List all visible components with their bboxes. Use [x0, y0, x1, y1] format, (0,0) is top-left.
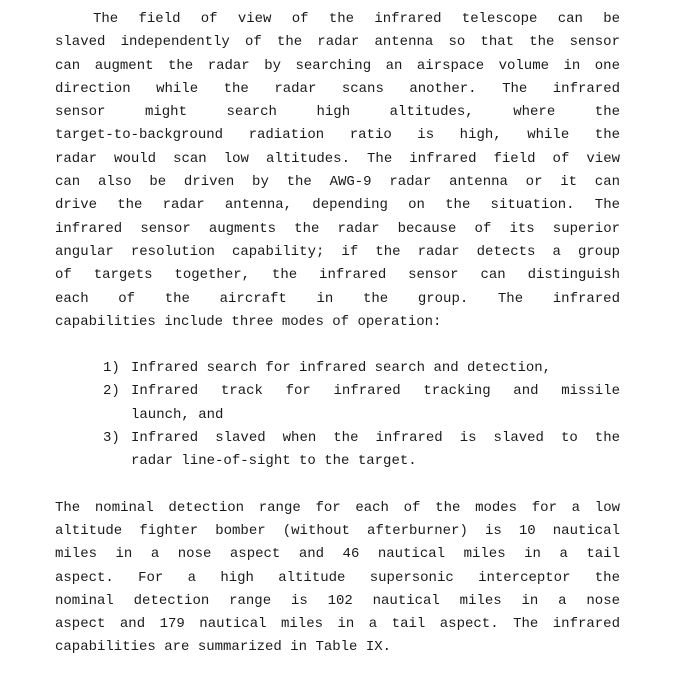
- text-line: slaved independently of the radar antenna so that the sensor: [55, 34, 620, 51]
- list-number: 3): [103, 430, 120, 447]
- text-line: launch, and: [131, 406, 224, 423]
- text-line: nominal detection range is 102 nautical miles in a nose: [55, 592, 620, 609]
- text-line: capabilities are summarized in Table IX.: [55, 639, 392, 656]
- text-line: of targets together, the infrared sensor can distinguish: [55, 267, 620, 284]
- paragraph-detection-range: [55, 497, 620, 660]
- text-line: target-to-background radiation ratio is high, while the: [55, 127, 620, 144]
- text-line: can augment the radar by searching an airspace volume in one: [55, 57, 620, 74]
- text-line: direction while the radar scans another. The infrared: [55, 80, 620, 97]
- list-number: 1): [103, 360, 120, 377]
- text-line: drive the radar antenna, depending on the situation. The: [55, 197, 620, 214]
- list-text: [131, 427, 620, 474]
- text-line: Infrared track for infrared tracking and missile: [131, 383, 620, 400]
- list-number: 2): [103, 383, 120, 400]
- list-text: [131, 380, 620, 427]
- text-line: Infrared slaved when the infrared is slaved to the: [131, 430, 620, 447]
- text-line: Infrared search for infrared search and detection,: [131, 360, 552, 377]
- text-line: infrared sensor augments the radar because of its superior: [55, 220, 620, 237]
- text-line: capabilities include three modes of operation:: [55, 313, 442, 330]
- text-line: The field of view of the infrared telescope can be: [93, 11, 620, 27]
- text-line: altitude fighter bomber (without afterburner) is 10 nautical: [55, 522, 620, 539]
- text-line: angular resolution capability; if the radar detects a group: [55, 243, 620, 260]
- document-page: [55, 8, 620, 660]
- list-item: [103, 357, 620, 380]
- text-line: The nominal detection range for each of the modes for a low: [55, 499, 620, 516]
- paragraph-infrared-field-of-view: [55, 8, 620, 334]
- text-line: radar line-of-sight to the target.: [131, 453, 417, 470]
- text-line: sensor might search high altitudes, where the: [55, 104, 620, 121]
- list-item: [103, 380, 620, 427]
- list-item: [103, 427, 620, 474]
- text-line: can also be driven by the AWG-9 radar antenna or it can: [55, 174, 620, 191]
- text-line: radar would scan low altitudes. The infrared field of view: [55, 150, 620, 167]
- list-text: [131, 357, 620, 380]
- text-line: aspect. For a high altitude supersonic interceptor the: [55, 569, 620, 586]
- text-line: each of the aircraft in the group. The infrared: [55, 290, 620, 307]
- text-line: aspect and 179 nautical miles in a tail aspect. The infrared: [55, 616, 620, 633]
- modes-list: [55, 357, 620, 473]
- text-line: miles in a nose aspect and 46 nautical miles in a tail: [55, 546, 620, 563]
